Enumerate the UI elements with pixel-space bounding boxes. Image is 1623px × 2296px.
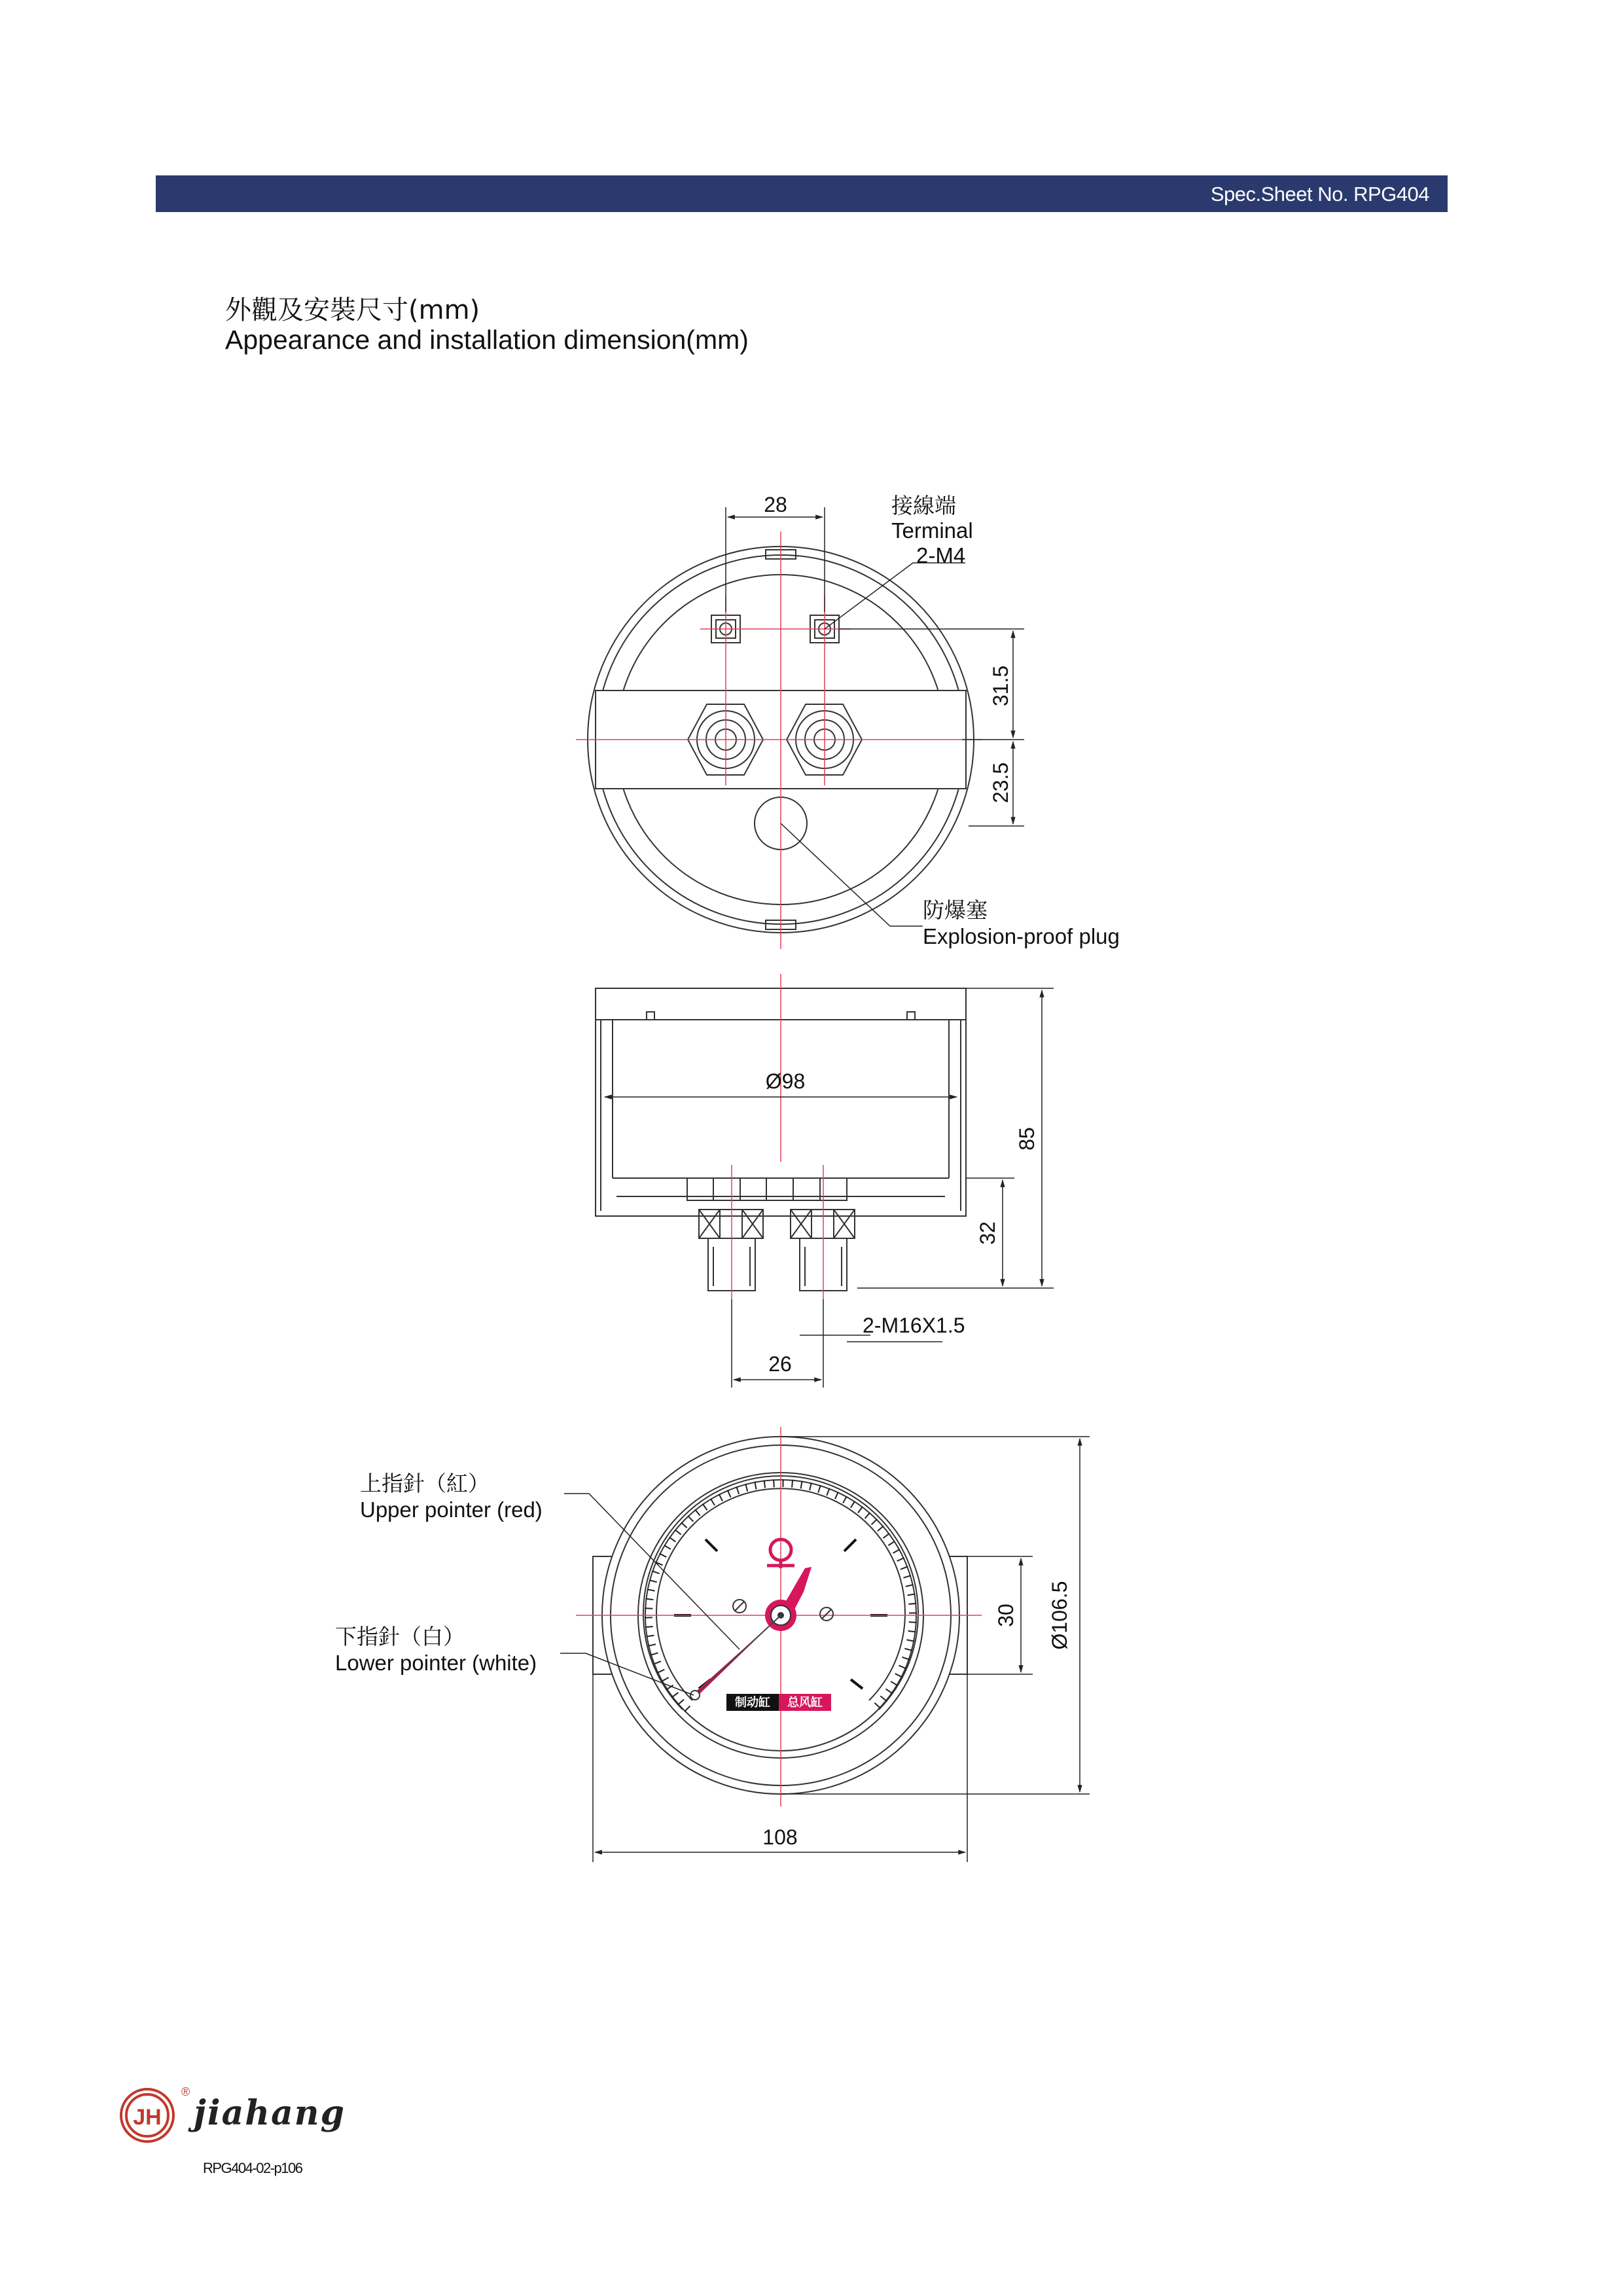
plug-label-cn: 防爆塞 [923,898,988,922]
lower-pointer-label-cn: 下指針（白） [335,1624,465,1649]
spec-sheet-number: Spec.Sheet No. RPG404 [1210,183,1429,206]
terminal-label-cn: 接線端 [891,493,956,518]
dim-connector-height: 32 [976,1221,999,1245]
dim-upper: 31.5 [989,665,1012,707]
dim-port-spacing: 26 [768,1352,792,1376]
dim-lower: 23.5 [989,762,1012,804]
dial-label-right: 总风缸 [787,1696,823,1709]
logo-text: JH [133,2105,162,2130]
terminal-label-en: Terminal [891,518,973,543]
dial-tick [909,1622,917,1623]
dim-terminal-spacing: 28 [764,493,787,516]
document-code: RPG404-02-p106 [203,2160,302,2176]
company-logo [121,2089,173,2142]
dim-outer-diameter: Ø106.5 [1048,1581,1071,1650]
dial-tick [645,1608,652,1609]
dial-label-left: 制动缸 [735,1696,770,1709]
upper-pointer-label-cn: 上指針（紅） [360,1471,490,1496]
section-title-cn: 外觀及安裝尺寸(mm) [225,295,480,325]
plug-label-en: Explosion-proof plug [923,924,1120,948]
dial-tick [792,1480,793,1488]
section-title-en: Appearance and installation dimension(mm) [225,325,749,355]
dim-width: 108 [762,1825,798,1849]
dim-case-diameter: Ø98 [765,1069,806,1093]
dial-tick [645,1626,653,1627]
registered-mark-icon: ® [181,2085,190,2098]
connector-thread-label: 2-M16X1.5 [863,1314,965,1337]
dim-bracket: 30 [994,1604,1018,1627]
terminal-thread-label: 2-M4 [916,543,966,567]
side-view-dimensions [605,988,1054,1388]
lower-pointer-label-en: Lower pointer (white) [335,1651,537,1675]
brand-name: jiahang [194,2093,346,2133]
dim-total-depth: 85 [1015,1127,1039,1151]
side-view-center-lines [732,974,823,1299]
upper-pointer-label-en: Upper pointer (red) [360,1498,543,1522]
